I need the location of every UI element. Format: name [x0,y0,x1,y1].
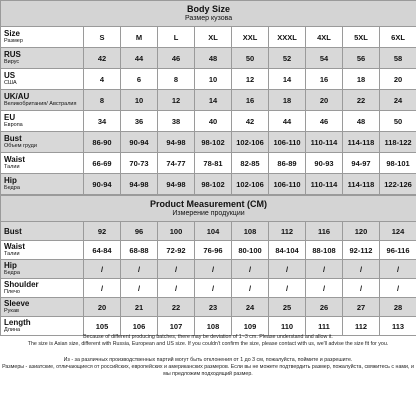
value-cell: / [269,260,306,279]
row-label-cell [1,279,84,298]
size-header-sublabel: Размер [4,38,23,44]
product-measurement-subtitle: Измерение продукции [172,210,245,217]
row-sublabel: Европа [4,122,23,128]
value-cell: 25 [269,298,306,317]
row-label: Hip [4,261,17,270]
value-cell: 22 [158,298,195,317]
value-cell: / [232,279,269,298]
value-cell: 90-94 [121,132,158,153]
measurement-row [1,153,416,174]
measurement-row [1,317,416,336]
value-cell: 78-81 [195,153,232,174]
value-cell: 56 [343,48,380,69]
value-cell: 106-110 [269,132,306,153]
value-cell: 36 [121,111,158,132]
value-cell: 50 [232,48,269,69]
value-cell: 24 [380,90,416,111]
value-cell: / [158,260,195,279]
value-cell: 96 [121,222,158,241]
body-size-title-cell [1,1,416,27]
value-cell: / [380,279,416,298]
value-cell: / [158,279,195,298]
value-cell: 28 [380,298,416,317]
value-cell: 52 [269,48,306,69]
row-sublabel: Вирус [4,59,20,65]
value-cell: 68-88 [121,241,158,260]
value-cell: / [380,260,416,279]
value-cell: 18 [343,69,380,90]
value-cell: 20 [84,298,121,317]
value-cell: / [269,279,306,298]
row-label: US [4,71,16,80]
size-header-row [1,27,416,48]
value-cell: 38 [158,111,195,132]
value-cell: 94-97 [343,153,380,174]
value-cell: 22 [343,90,380,111]
body-size-table [0,0,416,195]
note-deviation-ru: Из - за различных производственных партий могут быть отклонения от 1 до 3 см, пожалуйста, поймите и разрешите. [63,357,353,363]
measurement-row [1,48,416,69]
value-cell: 27 [343,298,380,317]
value-cell: 8 [158,69,195,90]
size-header-cell: M [121,27,158,48]
row-sublabel: Длина [4,327,21,333]
value-cell: / [121,279,158,298]
value-cell: 114-118 [343,174,380,195]
row-sublabel: Великобритания/ Австралия [4,101,77,107]
value-cell: 109 [232,317,269,336]
value-cell: 12 [158,90,195,111]
value-cell: 48 [195,48,232,69]
value-cell: 64-84 [84,241,121,260]
value-cell: 46 [158,48,195,69]
value-cell: 98-102 [195,132,232,153]
measurement-row [1,241,416,260]
value-cell: 14 [269,69,306,90]
value-cell: / [232,260,269,279]
value-cell: 40 [195,111,232,132]
value-cell: 88-108 [306,241,343,260]
value-cell: 110-114 [306,132,343,153]
row-sublabel: Талии [4,251,20,257]
value-cell: 96-116 [380,241,416,260]
row-label: Bust [4,134,22,143]
row-label: UK/AU [4,92,30,101]
body-size-rows [1,48,416,195]
value-cell: 24 [232,298,269,317]
body-size-title: Body Size [187,4,231,14]
value-cell: 112 [269,222,306,241]
value-cell: 21 [121,298,158,317]
product-measurement-title-cell [1,196,416,222]
value-cell: 44 [121,48,158,69]
row-label-cell [1,132,84,153]
value-cell: 76-96 [195,241,232,260]
row-sublabel: Талии [4,164,20,170]
value-cell: 26 [306,298,343,317]
value-cell: 86-89 [269,153,306,174]
value-cell: / [306,260,343,279]
measurement-row [1,174,416,195]
row-label: Waist [4,242,26,251]
value-cell: 113 [380,317,416,336]
row-label-cell [1,174,84,195]
value-cell: 6 [121,69,158,90]
value-cell: 102-106 [232,174,269,195]
row-sublabel: Объем груди [4,143,37,149]
row-label: RUS [4,50,21,59]
value-cell: 23 [195,298,232,317]
value-cell: 114-118 [343,132,380,153]
value-cell: 80-100 [232,241,269,260]
row-label: Hip [4,176,17,185]
value-cell: 58 [380,48,416,69]
body-size-subtitle: Размер кузова [184,15,233,22]
note-deviation-en: Because of different producing batches, there may be deviation of 1~3 cm. Please understand and allow it. [83,334,333,340]
value-cell: 34 [84,111,121,132]
value-cell: 18 [269,90,306,111]
value-cell: 98-101 [380,153,416,174]
row-label-cell [1,90,84,111]
value-cell: 50 [380,111,416,132]
value-cell: 94-98 [158,132,195,153]
value-cell: 42 [232,111,269,132]
value-cell: 72-92 [158,241,195,260]
size-header-cell: 4XL [306,27,343,48]
value-cell: 84-104 [269,241,306,260]
value-cell: / [84,279,121,298]
size-header-cell: 5XL [343,27,380,48]
value-cell: 110-114 [306,174,343,195]
value-cell: 90-94 [84,174,121,195]
value-cell: 120 [343,222,380,241]
product-measurement-title: Product Measurement (CM) [150,199,268,209]
value-cell: 16 [232,90,269,111]
value-cell: 100 [158,222,195,241]
value-cell: 110 [269,317,306,336]
note-asian-size-en: The size is Asian size, different with Russia, European and US size. If you couldn't confirm the size, please contact with us, we'll advise the size fit for you. [27,341,389,347]
value-cell: 102-106 [232,132,269,153]
row-sublabel: Рукав [4,308,19,314]
value-cell: 108 [195,317,232,336]
row-label-cell [1,153,84,174]
measurement-row [1,111,416,132]
value-cell: 108 [232,222,269,241]
value-cell: 98-102 [195,174,232,195]
value-cell: 106 [121,317,158,336]
measurement-row [1,298,416,317]
value-cell: 92-112 [343,241,380,260]
value-cell: 20 [380,69,416,90]
value-cell: 90-93 [306,153,343,174]
value-cell: / [195,279,232,298]
product-measurement-rows [1,222,416,336]
value-cell: 8 [84,90,121,111]
value-cell: / [121,260,158,279]
value-cell: 12 [232,69,269,90]
value-cell: / [195,260,232,279]
product-measurement-title-row [1,196,416,222]
value-cell: 20 [306,90,343,111]
size-header-cell: S [84,27,121,48]
value-cell: 116 [306,222,343,241]
body-size-title-row [1,1,416,27]
row-label-cell [1,111,84,132]
value-cell: 10 [195,69,232,90]
value-cell: 107 [158,317,195,336]
row-label-cell [1,298,84,317]
row-label: Bust [4,226,22,236]
value-cell: 105 [84,317,121,336]
value-cell: 104 [195,222,232,241]
row-label-cell [1,317,84,336]
value-cell: 94-98 [121,174,158,195]
value-cell: 74-77 [158,153,195,174]
notes-block [0,334,416,378]
measurement-row [1,132,416,153]
measurement-row [1,90,416,111]
row-label-cell [1,241,84,260]
value-cell: 82-85 [232,153,269,174]
size-header-label: Size [4,29,21,38]
size-header-cell: L [158,27,195,48]
row-label: Shoulder [4,280,39,289]
size-header-cell: 6XL [380,27,416,48]
product-measurement-table [0,195,416,336]
value-cell: 16 [306,69,343,90]
row-label: Length [4,318,31,327]
value-cell: 112 [343,317,380,336]
row-sublabel: Плечо [4,289,20,295]
value-cell: 111 [306,317,343,336]
value-cell: / [343,279,380,298]
value-cell: 46 [306,111,343,132]
size-header-cell: XXXL [269,27,306,48]
value-cell: 86-90 [84,132,121,153]
measurement-row [1,222,416,241]
size-header-cell: XL [195,27,232,48]
value-cell: / [84,260,121,279]
measurement-row [1,260,416,279]
value-cell: 4 [84,69,121,90]
row-label-cell [1,260,84,279]
row-label-cell [1,48,84,69]
size-header-label-cell [1,27,84,48]
value-cell: 92 [84,222,121,241]
note-asian-size-ru: Размеры - азиатские, отличающиеся от российских, европейских и американских размеров. Если вы не можете подтвердить размер, пожалуйста, свяжитесь с нами, и мы предложим подходящий размер. [2,364,414,377]
row-label-cell [1,222,84,241]
value-cell: 10 [121,90,158,111]
value-cell: 70-73 [121,153,158,174]
size-header-cell: XXL [232,27,269,48]
row-label: Waist [4,155,26,164]
measurement-row [1,279,416,298]
row-sublabel: Бедра [4,270,20,276]
value-cell: 106-110 [269,174,306,195]
value-cell: 118-122 [380,132,416,153]
row-label: Sleeve [4,299,30,308]
value-cell: 54 [306,48,343,69]
row-sublabel: США [4,80,17,86]
value-cell: / [343,260,380,279]
value-cell: 66-69 [84,153,121,174]
value-cell: 94-98 [158,174,195,195]
value-cell: / [306,279,343,298]
value-cell: 44 [269,111,306,132]
value-cell: 14 [195,90,232,111]
value-cell: 124 [380,222,416,241]
row-label: EU [4,113,16,122]
measurement-row [1,69,416,90]
row-sublabel: Бедра [4,185,20,191]
value-cell: 48 [343,111,380,132]
value-cell: 122-126 [380,174,416,195]
row-label-cell [1,69,84,90]
value-cell: 42 [84,48,121,69]
